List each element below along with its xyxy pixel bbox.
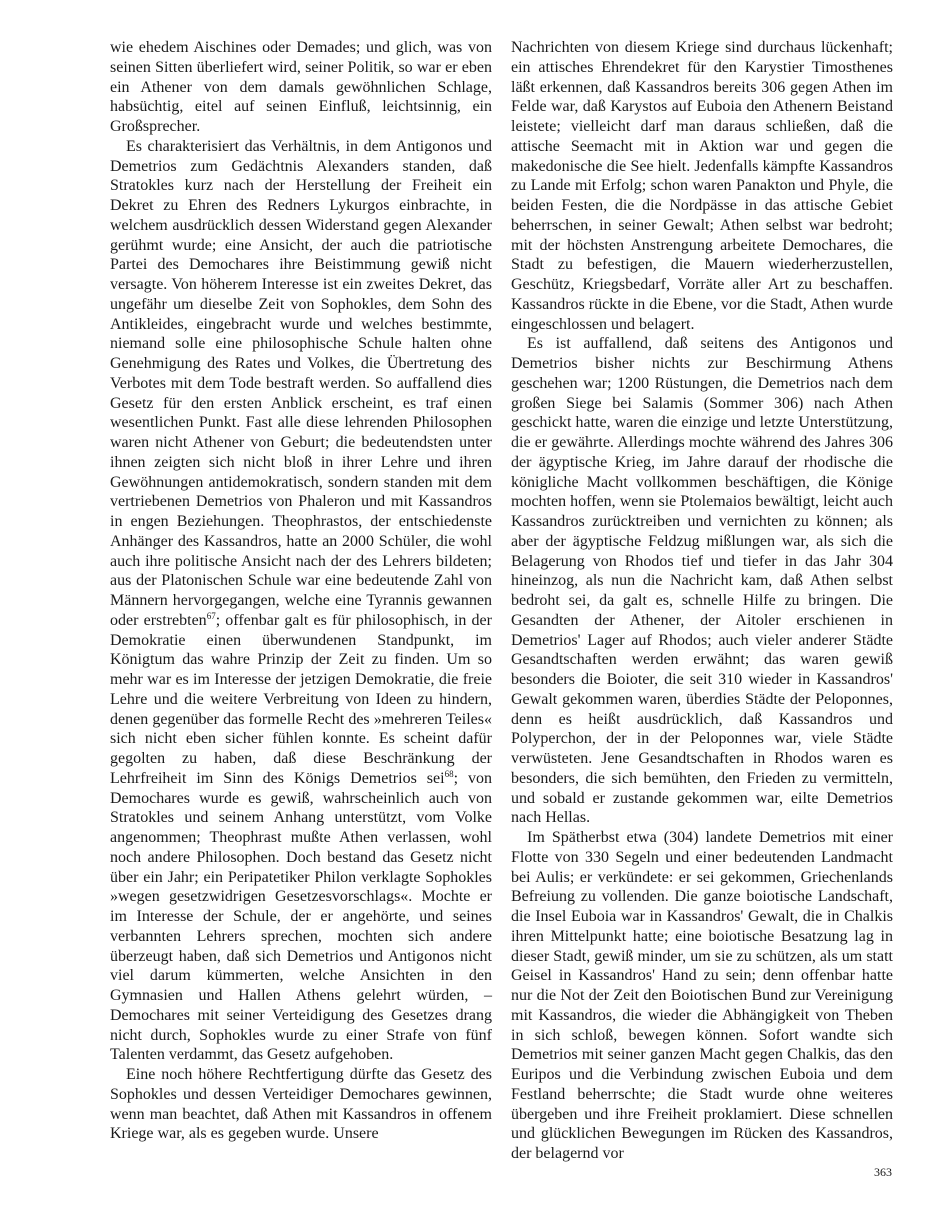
paragraph-text: ; von Demochares wurde es gewiß, wahrscheinlich auch von Stratokles und seinem Anhang unterstützt, vom Volke angenommen; Theophrast mußte Athen verlassen, wohl noch andere Philosophen. Doch bestand das Gesetz nicht über ein Jahr; ein Peripatetiker Philon verklagte Sophokles »wegen gesetzwidrigen Gesetzesvorschlags«. Mochte er im Interesse der Schule, der er angehörte, und seines verbannten Lehrers sprechen, mochten sich andere überzeugt haben, daß sich Demetrios und Antigonos nicht viel darum kümmerten, welche Ansichten in den Gymnasien und Hallen Athens gelehrt würden, – Demochares mit seiner Verteidigung des Gesetzes drang nicht durch, Sophokles wurde zu einer Strafe von fünf Talenten verdammt, das Gesetz aufgehoben. [110,769,492,1064]
footnote-marker: 68 [444,768,454,779]
paragraph: Im Spätherbst etwa (304) landete Demetrios mit einer Flotte von 330 Segeln und einer bedeutenden Landmacht bei Aulis; er verkündete: er sei gekommen, Griechenlands Befreiung zu vollenden. Die ganze boiotische Landschaft, die Insel Euboia war in Kassandros' Gewalt, die in Chalkis ihren Mittelpunkt hatte; eine boiotische Besatzung lag in dieser Stadt, gewiß minder, um sie zu schützen, als um statt Geisel in Kassandros' Hand zu sein; denn offenbar hatte nur die Not der Zeit den Boiotischen Bund zur Vereinigung mit Kassandros, die wieder die Abhängigkeit von Theben in sich schloß, bewegen können. Sofort wandte sich Demetrios mit seiner ganzen Macht gegen Chalkis, das den Euripos und die Verbindung zwischen Euboia und dem Festland beherrschte; die Stadt wurde ohne weiteres übergeben und ihre Freiheit proklamiert. Diese schnellen und glücklichen Bewegungen im Rücken des Kassandros, der belagernd vor [511,829,893,1162]
paragraph-text: ; offenbar galt es für philosophisch, in der Demokratie einen überwundenen Standpunkt, im Königtum das wahre Prinzip der Zeit zu finden. Um so mehr war es im Interesse der jetzigen Demokratie, die freie Lehre und die weitere Verbreitung von Ideen zu hindern, denen gegenüber das formelle Recht des »mehreren Teiles« sich nicht eben sicher fühlen konnte. Es scheint dafür gegolten zu haben, daß diese Beschränkung der Lehrfreiheit im Sinn des Königs Demetrios sei [110,611,492,787]
paragraph: Es ist auffallend, daß seitens des Antigonos und Demetrios bisher nichts zur Beschirmung Athens geschehen war; 1200 Rüstungen, die Demetrios nach dem großen Siege bei Salamis (Sommer 306) nach Athen geschickt hatte, waren die einzige und letzte Unterstützung, die er gewährte. Allerdings mochte während des Jahres 306 der ägyptische Krieg, im Jahre darauf der rhodische die königliche Macht vollkommen beschäftigen, die Könige mochten hoffen, wenn sie Ptolemaios bewältigt, leicht auch Kassandros zurücktreiben und vernichten zu können; als aber der ägyptische Feldzug mißlungen war, als sich die Belagerung von Rhodos tief und tiefer in das Jahr 304 hineinzog, als nun die Nachricht kam, daß Athen selbst bedroht sei, da galt es, schnelle Hilfe zu bringen. Die Gesandten der Athener, der Aitoler erschienen in Demetrios' Lager auf Rhodos; auch vieler anderer Städte Gesandtschaften werden erwähnt; das waren gewiß besonders die Boioter, die seit 310 wieder in Kassandros' Gewalt gekommen waren, überdies Städte der Peloponnes, denn es heißt ausdrücklich, daß Kassandros und Polyperchon, der in der Peloponnes war, viele Städte verwüsteten. Jene Gesandtschaften in Rhodos waren es besonders, die sich bemühten, den Frieden zu vermitteln, und sobald er zustande gekommen war, eilte Demetrios nach Hellas. [511,335,893,827]
paragraph: Eine noch höhere Rechtfertigung dürfte das Gesetz des Sophokles und dessen Verteidiger Demochares gewinnen, wenn man beachtet, daß Athen mit Kassandros in offenem Kriege war, als es gegeben wurde. Unsere [110,1066,492,1143]
footnote-marker: 67 [206,610,216,621]
paragraph-text: Es charakterisiert das Verhältnis, in dem Antigonos und Demetrios zum Gedächtnis Alexanders standen, daß Stratokles kurz nach der Herstellung der Freiheit ein Dekret zu Ehren des Redners Lykurgos einbrachte, in welchem ausdrücklich dessen Widerstand gegen Alexander gerühmt wurde; eine Ansicht, der auch die patriotische Partei des Demochares ihre Beistimmung gewiß nicht versagte. Von höherem Interesse ist ein zweites Dekret, das ungefähr um dieselbe Zeit von Sophokles, dem Sohn des Antikleides, eingebracht wurde und welches bestimmte, niemand solle eine philosophische Schule halten ohne Genehmigung des Rates und Volkes, die Übertretung des Verbotes mit dem Tode bestraft werden. So auffallend dies Gesetz für den ersten Anblick erscheint, es traf einen wesentlichen Punkt. Fast alle diese lehrenden Philosophen waren nicht Athener von Geburt; die bedeutendsten unter ihnen zeigten sich nicht bloß in ihrer Lehre und ihren Gewöhnungen antidemokratisch, sondern standen mit dem vertriebenen Demetrios von Phaleron und mit Kassandros in engen Beziehungen. Theophrastos, der entschiedenste Anhänger des Kassandros, hatte an 2000 Schüler, die wohl auch ihre politische Ansicht nach der des Lehrers bildeten; aus der Platonischen Schule war eine bedeutende Zahl von Männern hervorgegangen, welche eine Tyrannis gewannen oder erstrebten [110,137,492,629]
paragraph: wie ehedem Aischines oder Demades; und glich, was von seinen Sitten überliefert wird, seiner Politik, so war er eben ein Athener von dem damals gewöhnlichen Schlage, habsüchtig, eitel auf seinen Einfluß, leichtsinnig, ein Großsprecher. [110,39,492,135]
left-column [110,38,492,1144]
right-column [511,38,893,1164]
paragraph: Nachrichten von diesem Kriege sind durchaus lückenhaft; ein attisches Ehrendekret für den Karystier Timosthenes läßt erkennen, daß Kassandros bereits 306 gegen Athen im Felde war, daß Karystos auf Euboia den Athenern Beistand leistete; vielleicht darf man daraus schließen, daß die attische Seemacht mit in Aktion war und gegen die makedonische die See hielt. Jedenfalls kämpfte Kassandros zu Lande mit Erfolg; schon waren Panakton und Phyle, die beiden Festen, die die Nordpässe in das attische Gebiet beherrschen, in seiner Gewalt; Athen selbst war bedroht; mit der höchsten Anstrengung arbeitete Demochares, die Stadt zu befestigen, die Mauern wiederherzustellen, Geschütz, Kriegsbedarf, Vorräte aller Art zu beschaffen. Kassandros rückte in die Ebene, vor die Stadt, Athen wurde eingeschlossen und belagert. [511,39,893,333]
paragraph [110,137,492,1065]
page-number: 363 [874,1165,892,1179]
